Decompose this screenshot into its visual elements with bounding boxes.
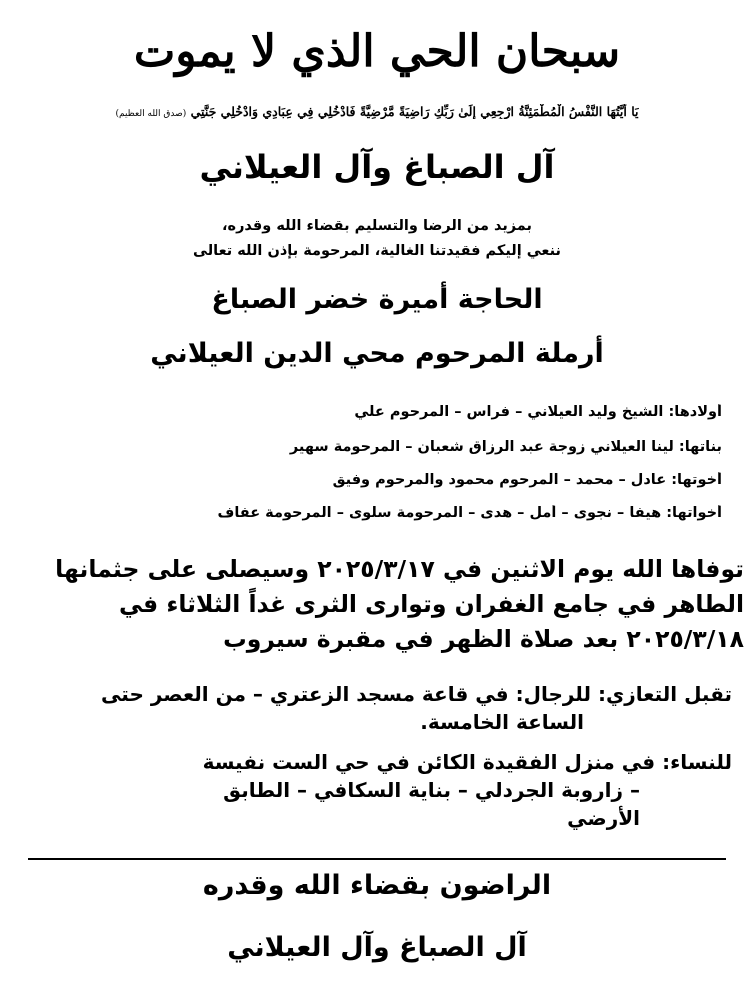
funeral-details <box>10 552 744 657</box>
relatives-brothers <box>42 472 722 488</box>
closing-phrase: الراضون بقضاء الله وقدره <box>202 870 552 901</box>
verse-text: يَا أَيَّتُهَا النَّفْسُ الْمُطْمَئِنَّةُ ارْجِعِي إِلَىٰ رَبِّكِ رَاضِيَةً مَّرْضِيَّةً فَادْخُلِي فِي عِبَادِي وَادْخُلِي جَنَّتِي <box>190 104 639 119</box>
divider-line <box>28 858 726 860</box>
relative-names: هيفا – نجوى – أمل – هدى – المرحومة سلوى – المرحومة عفاف <box>217 505 662 521</box>
intro-text <box>0 214 754 264</box>
men-line-2: الساعة الخامسة. <box>420 710 584 734</box>
relative-label: أخوتها: <box>671 472 722 488</box>
funeral-line-1: توفاها الله يوم الاثنين في ٢٠٢٥/٣/١٧ وسيصلى على جثمانها <box>55 555 744 583</box>
deceased-name: الحاجة أميرة خضر الصباغ <box>211 284 543 315</box>
funeral-line-3: ٢٠٢٥/٣/١٨ بعد صلاة الظهر في مقبرة سيروب <box>223 625 744 653</box>
women-line-3: الأرضي <box>567 806 640 830</box>
relative-names: لينا العيلاني زوجة عبد الرزاق شعبان – المرحومة سهير <box>289 439 674 455</box>
condolences-women <box>24 748 732 832</box>
men-location: في قاعة مسجد الزعتري – من العصر حتى <box>101 682 509 706</box>
relative-names: الشيخ وليد العيلاني – فراس – المرحوم علي <box>354 404 664 420</box>
calligraphy-heading: سبحان الحي الذي لا يموت <box>133 26 621 77</box>
relatives-sisters <box>42 505 722 521</box>
women-line-1 <box>24 748 732 776</box>
quran-verse <box>30 104 724 119</box>
women-line-2: – زاروبة الجردلي – بناية السكافي – الطابق <box>223 778 640 802</box>
women-label: للنساء: <box>662 750 732 774</box>
condolences-men <box>24 680 732 736</box>
relative-label: أولادها: <box>668 404 722 420</box>
relative-label: أخواتها: <box>666 505 722 521</box>
women-location: في منزل الفقيدة الكائن في حي الست نفيسة <box>202 750 656 774</box>
footer-family: آل الصباغ وآل العيلاني <box>227 932 527 963</box>
relative-names: عادل – محمد – المرحوم محمود والمرحوم وفيق <box>332 472 667 488</box>
verse-source: (صدق الله العظيم) <box>115 109 187 119</box>
men-label: تقبل التعازي: للرجال: <box>515 682 732 706</box>
deceased-widow-of: أرملة المرحوم محي الدين العيلاني <box>150 338 604 369</box>
family-title: آل الصباغ وآل العيلاني <box>199 148 555 186</box>
intro-line-2: ننعي إليكم فقيدتنا الغالية، المرحومة بإذن الله تعالى <box>193 243 561 259</box>
intro-line-1: بمزيد من الرضا والتسليم بقضاء الله وقدره، <box>222 218 532 234</box>
relative-label: بناتها: <box>678 439 722 455</box>
men-line-1 <box>24 680 732 708</box>
funeral-line-2: الطاهر في جامع الغفران وتوارى الثرى غداً الثلاثاء في <box>118 590 744 618</box>
relatives-daughters <box>42 439 722 455</box>
relatives-sons <box>42 404 722 420</box>
